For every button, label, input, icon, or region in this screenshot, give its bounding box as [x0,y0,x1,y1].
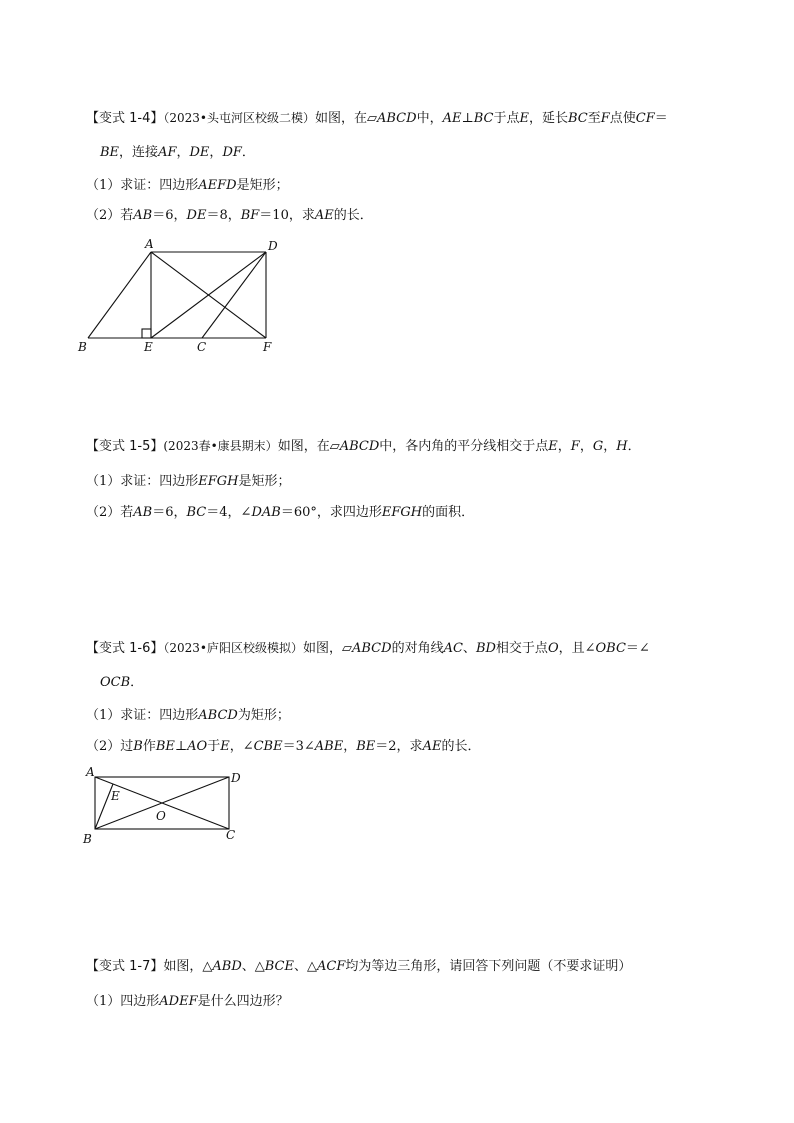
label-B: B [78,340,87,354]
p6-line1 [86,638,650,659]
var: E [519,111,529,126]
text: ， [176,145,190,160]
text: （1）求证：四边形 [86,474,199,489]
text: 于点 [493,111,520,126]
p5-question-1 [86,472,291,492]
p6-source: （2023•庐阳区校级模拟） [163,641,303,655]
var: ADEF [159,994,198,1009]
var: AF [158,145,177,160]
segment-AB [88,252,151,338]
p4-line2 [100,143,255,163]
text: 是矩形； [238,474,291,489]
text: 作 [142,739,156,754]
p7-question-1 [86,992,289,1012]
var: CF [635,111,655,126]
p6-question-1 [86,706,290,726]
text: 点使 [609,111,636,126]
var: B [133,739,143,754]
var: AEFD [198,178,237,193]
text: 如图，在▱ [277,439,340,454]
text: ， [579,439,593,454]
var: ABE [314,739,344,754]
text: （1）求证：四边形 [86,708,199,723]
text: ＝8， [206,208,241,223]
var: BC [473,111,494,126]
var: H [616,439,628,454]
var: ABD [212,959,242,974]
text: ＝∠ [625,641,650,656]
label-A: A [145,237,154,251]
p7-line1 [86,957,631,977]
p4-question-2 [86,206,373,226]
text: 是矩形； [236,178,289,193]
p7-heading: 【变式 1-7】 [86,959,164,974]
text: 如图，△ [163,959,213,974]
text: （1）求证：四边形 [86,178,199,193]
label-C: C [226,828,236,842]
var: E [548,439,558,454]
text: 、 [462,641,476,656]
var: DE [186,208,207,223]
label-C: C [197,340,207,354]
text: 中， [416,111,443,126]
text: 的对角线 [391,641,444,656]
label-E: E [144,340,153,354]
var: ABCD [339,439,380,454]
label-B: B [83,832,92,846]
text: ， [209,145,223,160]
text: ，且∠ [558,641,596,656]
var: OCB [100,675,131,690]
var: ABCD [352,641,392,656]
p4-source: （2023•头屯河区校级二模） [163,111,315,125]
text: ⊥ [174,739,188,754]
text: ，延长 [528,111,568,126]
text: ＝10，求 [259,208,315,223]
text: ＝6， [152,505,187,520]
var: F [570,439,580,454]
text: （2）过 [86,739,134,754]
var: ABCD [377,111,417,126]
var: AE [314,208,334,223]
var: AC [443,641,463,656]
var: AB [133,505,153,520]
p6-line2 [100,673,143,693]
text: 、△ [241,959,265,974]
text: ＝ [654,111,668,126]
var: BE [100,145,120,160]
text: （1）四边形 [86,994,160,1009]
var: ABCD [198,708,238,723]
p6-heading: 【变式 1-6】 [86,641,164,656]
label-D: D [268,239,278,253]
var: EFGH [381,505,423,520]
var: BC [186,505,207,520]
text: 至 [587,111,601,126]
p5-heading: 【变式 1-5】 [86,439,164,454]
p4-line1 [86,108,668,129]
text: 的长． [333,208,373,223]
text: 如图，▱ [303,641,352,656]
label-O: O [156,809,166,823]
var: BCE [264,959,294,974]
p6-figure [80,762,260,852]
var: F [600,111,610,126]
text: 是什么四边形？ [197,994,289,1009]
text: ＝4，∠ [206,505,252,520]
text: ． [130,675,144,690]
var: O [547,641,559,656]
text: （2）若 [86,505,134,520]
var: DAB [251,505,281,520]
text: 、△ [293,959,317,974]
var: AO [187,739,208,754]
var: ACF [316,959,346,974]
var: E [220,739,230,754]
text: 于 [207,739,221,754]
text: ＝3∠ [282,739,315,754]
var: BE [356,739,376,754]
text: 相交于点 [495,641,548,656]
var: AE [422,739,442,754]
var: BE [155,739,175,754]
text: 的面积． [422,505,475,520]
label-F: F [263,340,272,354]
text: ， [603,439,617,454]
p5-question-2 [86,503,474,523]
var: EFGH [198,474,239,489]
p5-source: (2023春•康县期末） [163,439,278,453]
var: OBC [595,641,626,656]
text: 均为等边三角形，请回答下列问题（不要求证明） [345,959,632,974]
var: DF [222,145,242,160]
p5-line1 [86,436,641,457]
p4-figure [78,236,298,356]
text: ． [627,439,641,454]
var: G [592,439,604,454]
text: 中，各内角的平分线相交于点 [379,439,549,454]
label-A: A [86,765,95,779]
p4-heading: 【变式 1-4】 [86,111,164,126]
var: BC [567,111,588,126]
label-E: E [111,789,120,803]
segment-DC [202,252,266,338]
p4-question-1 [86,176,289,196]
var: AE [442,111,462,126]
text: ＝2，求 [375,739,423,754]
var: CBE [253,739,283,754]
text: （2）若 [86,208,134,223]
p6-question-2 [86,737,480,757]
var: DE [189,145,210,160]
text: ， [557,439,571,454]
var: AB [133,208,153,223]
text: ＝6， [152,208,187,223]
right-angle-mark [142,329,151,338]
text: ⊥ [461,111,474,126]
text: 的长． [441,739,481,754]
text: ＝60°，求四边形 [280,505,382,520]
text: 如图，在▱ [315,111,377,126]
var: BD [475,641,496,656]
text: ， [343,739,357,754]
var: BF [240,208,260,223]
text: ． [241,145,255,160]
text: ，连接 [119,145,159,160]
text: ，∠ [229,739,254,754]
label-D: D [231,771,241,785]
text: 为矩形； [237,708,290,723]
